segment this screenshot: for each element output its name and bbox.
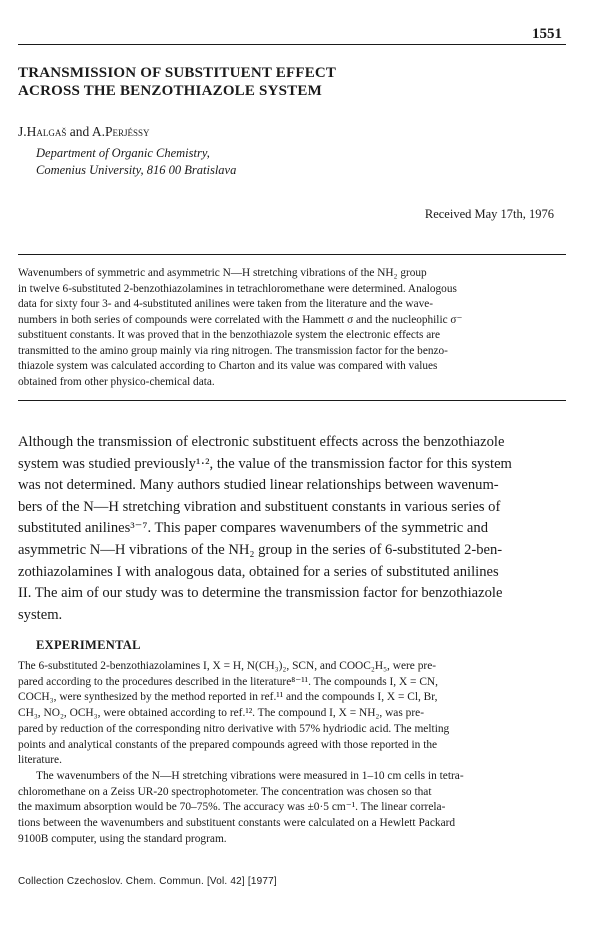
experimental-section <box>18 659 566 847</box>
experimental-line: CH₃, NO₂, OCH₃, were obtained according to ref.¹². The compound I, X = NH₂, was pre- <box>18 707 424 720</box>
abstract-line: substituent constants. It was proved that in the benzothiazole system the electronic effects are <box>18 329 441 341</box>
experimental-line: The 6-substituted 2-benzothiazolamines I, X = H, N(CH₃)₂, SCN, and COOC₂H₅, were pre- <box>18 660 437 672</box>
abstract-line: transmitted to the amino group mainly via ring nitrogen. The transmission factor for the benzo- <box>18 344 448 357</box>
author-conjunction: and <box>66 124 92 139</box>
abstract-line: thiazole system was calculated according to Charton and its value was compared with values <box>18 360 438 372</box>
section-heading-experimental: EXPERIMENTAL <box>36 638 141 652</box>
experimental-line: chloromethane on a Zeiss UR-20 spectrophotometer. The concentration was chosen so that <box>18 785 432 798</box>
intro-line: Although the transmission of electronic substituent effects across the benzothiazole <box>18 434 505 450</box>
intro-line: substituted anilines³⁻⁷. This paper compares wavenumbers of the symmetric and <box>18 520 488 537</box>
title-line: ACROSS THE BENZOTHIAZOLE SYSTEM <box>18 83 322 99</box>
journal-citation: Collection Czechoslov. Chem. Commun. [Vol. 42] [1977] <box>18 876 277 887</box>
author-name: Halgaš <box>26 124 67 139</box>
experimental-line: COCH₃, were synthesized by the method reported in ref.¹¹ and the compounds I, X = Cl, Br, <box>18 691 438 704</box>
abstract-bottom-rule <box>18 400 566 401</box>
abstract <box>18 266 566 390</box>
abstract-line: in twelve 6-substituted 2-benzothiazolamines in tetrachloromethane were determined. Analogous <box>18 282 457 295</box>
intro-line: bers of the N—H stretching vibration and substituent constants in various series of <box>18 498 501 515</box>
intro-line: zothiazolamines I with analogous data, obtained for a series of substituted anilines <box>18 563 499 580</box>
abstract-top-rule <box>18 254 566 255</box>
intro-line: system. <box>18 606 63 623</box>
page-number: 1551 <box>532 26 562 42</box>
experimental-line: tions between the wavenumbers and substituent constants were calculated on a Hewlett Packard <box>18 817 456 830</box>
experimental-line: pared by reduction of the corresponding nitro derivative with 57% hydriodic acid. The melting <box>18 722 450 735</box>
abstract-line: Wavenumbers of symmetric and asymmetric N—H stretching vibrations of the NH₂ group <box>18 267 427 279</box>
affiliation <box>36 145 236 179</box>
experimental-line: pared according to the procedures described in the literature⁸⁻¹¹. The compounds I, X = CN, <box>18 675 438 688</box>
introduction <box>18 432 566 626</box>
affiliation-line: Department of Organic Chemistry, <box>36 146 210 160</box>
intro-line: asymmetric N—H vibrations of the NH₂ group in the series of 6-substituted 2-ben- <box>18 541 503 558</box>
experimental-line: literature. <box>18 754 62 767</box>
intro-line: system was studied previously¹·², the value of the transmission factor for this system <box>18 455 512 472</box>
abstract-line: data for sixty four 3- and 4-substituted anilines were taken from the literature and the wave- <box>18 298 434 310</box>
authors <box>18 124 150 140</box>
author-initial: J. <box>18 124 27 139</box>
abstract-line: numbers in both series of compounds were correlated with the Hammett σ and the nucleophilic σ⁻ <box>18 313 463 326</box>
header-rule <box>18 44 566 45</box>
intro-line: was not determined. Many authors studied linear relationships between wavenum- <box>18 477 499 494</box>
author-initial: A. <box>91 124 106 139</box>
experimental-line: The wavenumbers of the N—H stretching vibrations were measured in 1–10 cm cells in tetra- <box>36 769 464 782</box>
intro-line: II. The aim of our study was to determine the transmission factor for benzothiazole <box>18 585 503 602</box>
received-date: Received May 17th, 1976 <box>424 207 554 221</box>
abstract-line: obtained from other physico-chemical data. <box>18 375 215 388</box>
experimental-line: points and analytical constants of the prepared compounds agreed with those reported in the <box>18 738 438 751</box>
author-name: Perjéssy <box>105 124 150 139</box>
article-title <box>18 64 458 100</box>
title-line: TRANSMISSION OF SUBSTITUENT EFFECT <box>18 65 337 81</box>
experimental-line: the maximum absorption would be 70–75%. The accuracy was ±0·5 cm⁻¹. The linear correla- <box>18 801 446 814</box>
affiliation-line: Comenius University, 816 00 Bratislava <box>36 163 237 177</box>
experimental-line: 9100B computer, using the standard program. <box>18 832 227 845</box>
